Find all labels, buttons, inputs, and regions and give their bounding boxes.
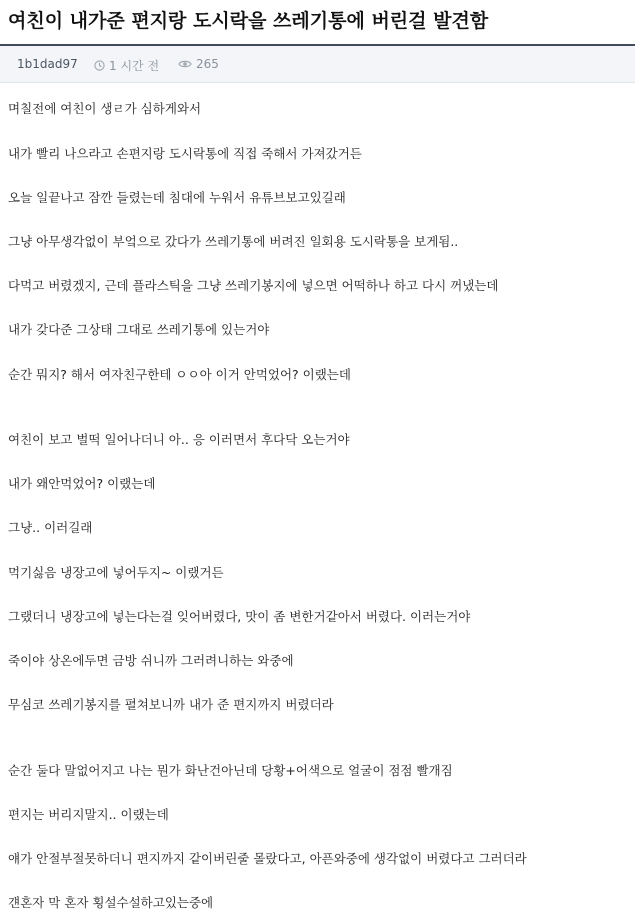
post-meta-bar: [0, 46, 635, 83]
body-paragraph: 오늘 일끝나고 잠깐 들렸는데 침대에 누워서 유튜브보고있길래: [8, 190, 346, 205]
body-paragraph: 무심코 쓰레기봉지를 펼쳐보니까 내가 준 편지까지 버렸더라: [8, 697, 334, 712]
post-title: 여친이 내가준 편지랑 도시락을 쓰레기통에 버린걸 발견함: [8, 10, 489, 32]
body-paragraph: 그냥 아무생각없이 부엌으로 갔다가 쓰레기통에 버려진 일회용 도시락통을 보게됨..: [8, 234, 459, 249]
body-paragraph: 걘혼자 막 혼자 횡설수설하고있는중에: [8, 895, 214, 910]
body-paragraph: 먹기싫음 냉장고에 넣어두지~ 이랬거든: [8, 565, 224, 580]
body-paragraph: 내가 갖다준 그상태 그대로 쓰레기통에 있는거야: [8, 322, 270, 337]
view-count: [178, 57, 219, 71]
post-time: [94, 57, 159, 74]
body-paragraph: 여친이 보고 벌떡 일어나더니 아.. 응 이러면서 후다닥 오는거야: [8, 432, 350, 447]
body-paragraph: 그냥.. 이러길래: [8, 520, 93, 535]
body-paragraph: 다먹고 버렸겠지, 근데 플라스틱을 그냥 쓰레기봉지에 넣으면 어떡하나 하고 다시 꺼냈는데: [8, 278, 499, 293]
author-name[interactable]: 1b1dad97: [17, 57, 78, 71]
body-paragraph: 순간 뭐지? 해서 여자친구한테 ㅇㅇ아 이거 안먹었어? 이랬는데: [8, 367, 351, 382]
body-paragraph: 그랬더니 냉장고에 넣는다는걸 잊어버렸다, 맛이 좀 변한거같아서 버렸다. 이러는거야: [8, 609, 471, 624]
body-paragraph: 내가 빨리 나으라고 손편지랑 도시락통에 직접 죽해서 가져갔거든: [8, 146, 362, 161]
view-count-text: 265: [196, 57, 219, 71]
post-time-text: 1 시간 전: [109, 59, 160, 73]
body-paragraph: 내가 왜안먹었어? 이랬는데: [8, 476, 156, 491]
body-paragraph: 죽이야 상온에두면 금방 쉬니까 그러려니하는 와중에: [8, 653, 294, 668]
clock-icon: [94, 60, 105, 71]
body-paragraph: 얘가 안절부절못하더니 편지까지 같이버린줄 몰랐다고, 아픈와중에 생각없이 버렸다고 그러더라: [8, 851, 527, 866]
eye-icon: [178, 59, 192, 69]
body-paragraph: 순간 둘다 말없어지고 나는 뭔가 화난건아닌데 당황+어색으로 얼굴이 점점 빨개짐: [8, 763, 453, 778]
body-paragraph: 편지는 버리지말지.. 이랬는데: [8, 807, 169, 822]
body-paragraph: 며칠전에 여친이 생ㄹ가 심하게와서: [8, 101, 202, 116]
